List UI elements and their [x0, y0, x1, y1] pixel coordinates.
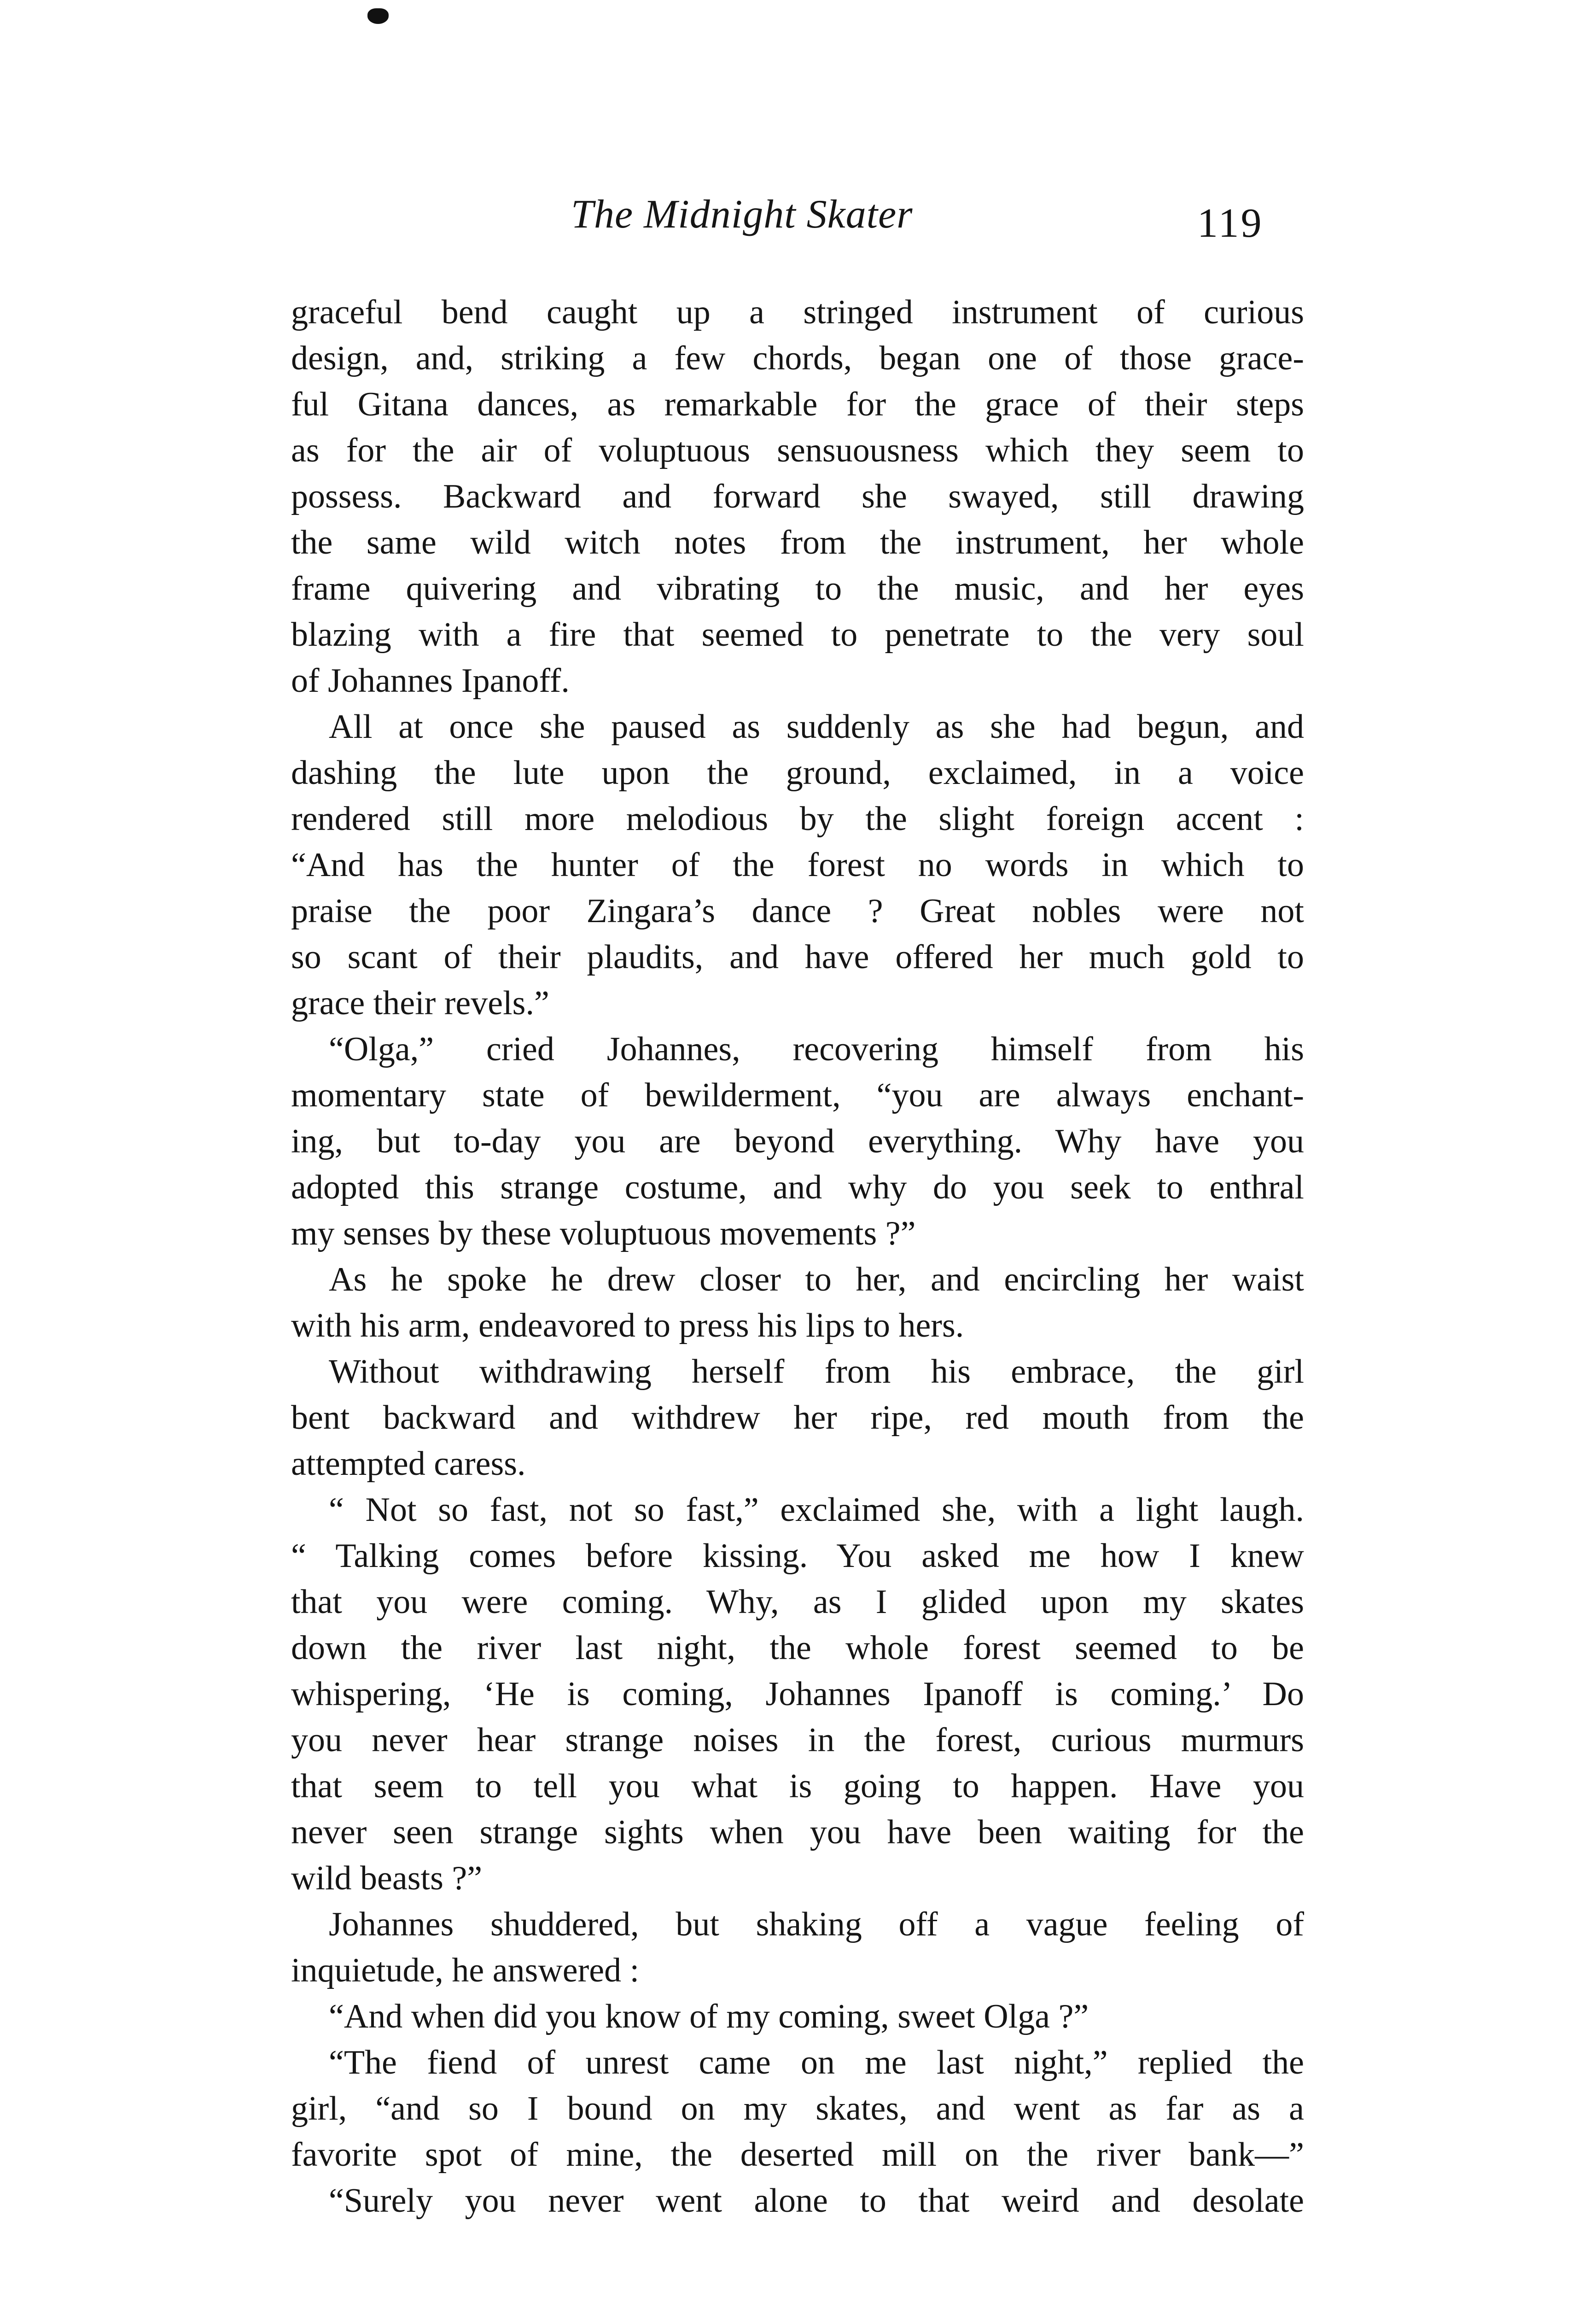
text-line: adopted this strange costume, and why do you seek to enthral: [291, 1169, 1304, 1206]
text-line: possess. Backward and forward she swayed, still drawing: [291, 478, 1304, 515]
text-line: inquietude, he answered :: [291, 1952, 640, 1989]
text-line: graceful bend caught up a stringed instrument of curious: [291, 293, 1304, 331]
text-line: that you were coming. Why, as I glided upon my skates: [291, 1583, 1304, 1621]
text-line: never seen strange sights when you have been waiting for the: [291, 1813, 1304, 1851]
text-line: girl, “and so I bound on my skates, and went as far as a: [291, 2090, 1304, 2128]
text-line: whispering, ‘He is coming, Johannes Ipanoff is coming.’ Do: [291, 1675, 1304, 1713]
text-line: ful Gitana dances, as remarkable for the grace of their steps: [291, 386, 1304, 423]
text-line: attempted caress.: [291, 1445, 526, 1483]
running-head: [0, 191, 1596, 256]
text-line: All at once she paused as suddenly as she had begun, and: [329, 708, 1304, 746]
text-line: favorite spot of mine, the deserted mill on the river bank—”: [291, 2136, 1304, 2174]
text-line: “The fiend of unrest came on me last night,” replied the: [329, 2044, 1304, 2081]
text-line: “And has the hunter of the forest no words in which to: [291, 846, 1304, 884]
text-line: the same wild witch notes from the instrument, her whole: [291, 524, 1304, 561]
text-line: design, and, striking a few chords, began one of those grace-: [291, 339, 1304, 377]
text-line: “And when did you know of my coming, sweet Olga ?”: [329, 1998, 1089, 2035]
text-line: momentary state of bewilderment, “you are always enchant-: [291, 1076, 1304, 1114]
text-line: so scant of their plaudits, and have offered her much gold to: [291, 938, 1304, 976]
text-line: Without withdrawing herself from his embrace, the girl: [329, 1353, 1304, 1391]
body-text: [291, 289, 1304, 2224]
text-line: rendered still more melodious by the slight foreign accent :: [291, 800, 1304, 838]
text-line: bent backward and withdrew her ripe, red mouth from the: [291, 1399, 1304, 1437]
text-line: Johannes shuddered, but shaking off a vague feeling of: [329, 1906, 1304, 1943]
text-line: “ Talking comes before kissing. You asked me how I knew: [291, 1537, 1304, 1575]
text-line: of Johannes Ipanoff.: [291, 662, 570, 700]
text-line: blazing with a fire that seemed to penetrate to the very soul: [291, 616, 1304, 654]
text-line: grace their revels.”: [291, 984, 549, 1022]
text-line: down the river last night, the whole forest seemed to be: [291, 1629, 1304, 1667]
ink-blot: [367, 8, 389, 24]
text-line: ing, but to-day you are beyond everything. Why have you: [291, 1122, 1304, 1160]
text-line: wild beasts ?”: [291, 1859, 483, 1897]
text-line: as for the air of voluptuous sensuousness which they seem to: [291, 432, 1304, 469]
text-line: “Surely you never went alone to that weird and desolate: [329, 2182, 1304, 2220]
running-title: The Midnight Skater: [571, 192, 913, 237]
text-line: As he spoke he drew closer to her, and encircling her waist: [329, 1261, 1304, 1298]
page-number: 119: [1197, 200, 1264, 246]
text-line: dashing the lute upon the ground, exclaimed, in a voice: [291, 754, 1304, 792]
text-line: “Olga,” cried Johannes, recovering himself from his: [329, 1030, 1304, 1068]
text-line: frame quivering and vibrating to the music, and her eyes: [291, 570, 1304, 608]
text-line: my senses by these voluptuous movements ?”: [291, 1215, 916, 1252]
text-line: that seem to tell you what is going to happen. Have you: [291, 1767, 1304, 1805]
text-line: praise the poor Zingara’s dance ? Great nobles were not: [291, 892, 1304, 930]
text-line: you never hear strange noises in the forest, curious murmurs: [291, 1721, 1304, 1759]
text-line: with his arm, endeavored to press his lips to hers.: [291, 1307, 964, 1344]
text-line: “ Not so fast, not so fast,” exclaimed she, with a light laugh.: [329, 1491, 1304, 1529]
